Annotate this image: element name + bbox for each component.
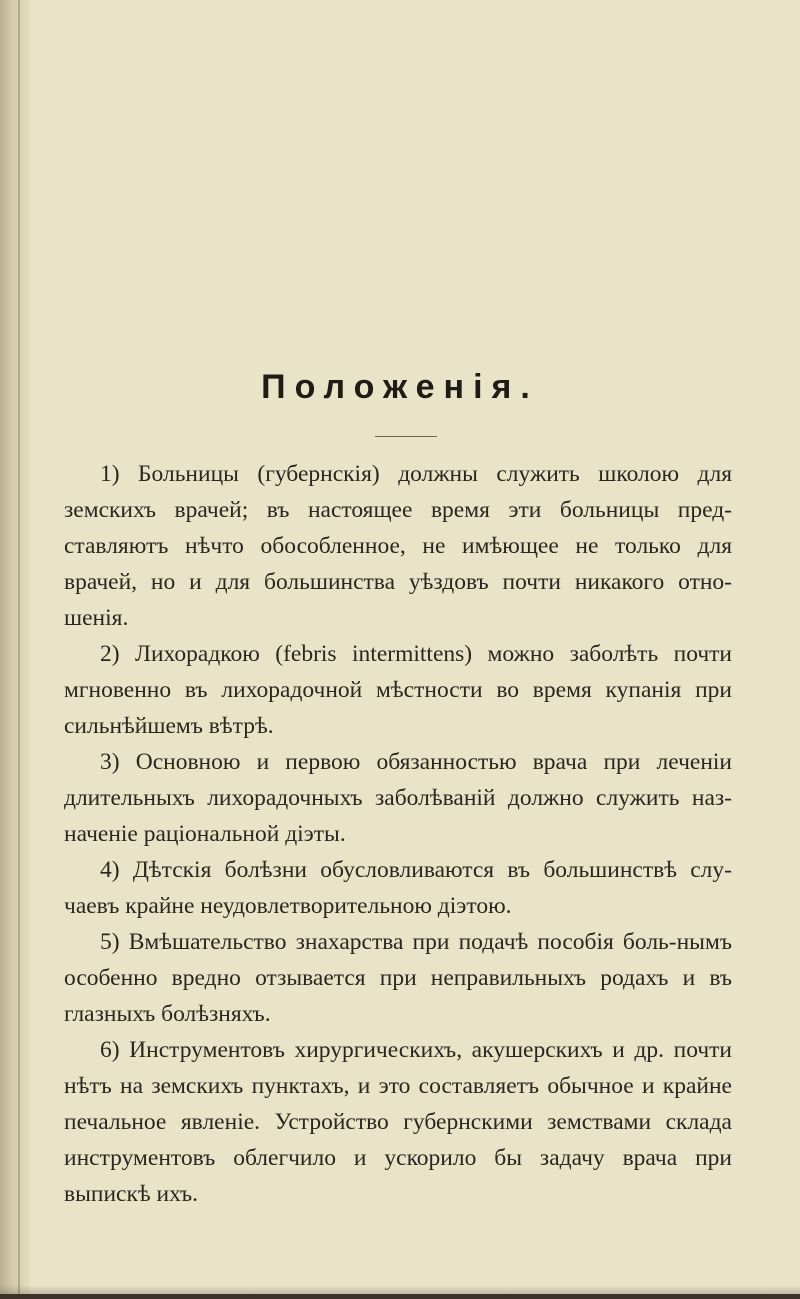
title-divider: [375, 436, 437, 437]
thesis-3: 3) Основною и первою обязанностью врача при леченіи длительныхъ лихорадочныхъ заболѣваній должно служить наз-наченіе раціональной діэты.: [64, 749, 732, 847]
page-fold-line: [18, 0, 20, 1299]
thesis-1: 1) Больницы (губернскія) должны служить школою для земскихъ врачей; въ настоящее время эти больницы пред-ставляютъ нѣчто обособленное, не имѣющее не только для врачей, но и для большинства уѣздовъ почти никакого отно-шенія.: [64, 461, 732, 631]
page-title: Положенія.: [261, 368, 539, 406]
page-bottom-edge: [0, 1294, 800, 1299]
page-binding-edge: [0, 0, 30, 1299]
thesis-2: 2) Лихорадкою (febris intermittens) можно заболѣть почти мгновенно въ лихорадочной мѣстности во время купанія при сильнѣйшемъ вѣтрѣ.: [64, 641, 732, 739]
theses-list: [64, 456, 732, 1212]
thesis-4: 4) Дѣтскія болѣзни обусловливаются въ большинствѣ слу-чаевъ крайне неудовлетворительною діэтою.: [64, 857, 732, 919]
thesis-6: 6) Инструментовъ хирургическихъ, акушерскихъ и др. почти нѣтъ на земскихъ пунктахъ, и это составляетъ обычное и крайне печальное явленіе. Устройство губернскими земствами склада инструментовъ облегчило и ускорило бы задачу врача при выпискѣ ихъ.: [64, 1037, 732, 1207]
thesis-5: 5) Вмѣшательство знахарства при подачѣ пособія боль-нымъ особенно вредно отзывается при неправильныхъ родахъ и въ глазныхъ болѣзняхъ.: [64, 929, 732, 1027]
